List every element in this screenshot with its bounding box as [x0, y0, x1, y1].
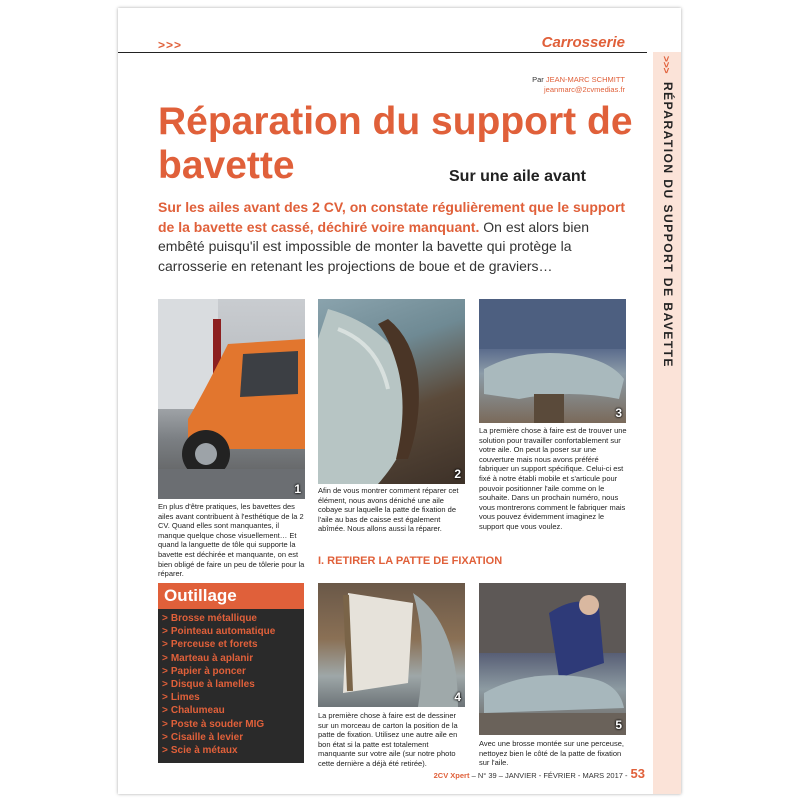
chevron-right-icon: >: [162, 731, 168, 743]
chevron-right-icon: >: [162, 652, 168, 664]
tools-item: > Poste à souder MIG: [162, 718, 265, 730]
tools-item: > Papier à poncer: [162, 665, 246, 677]
photo-2-damaged-fender: [318, 299, 465, 484]
tools-list: [158, 612, 304, 757]
tools-item: > Cisaille à levier: [162, 731, 244, 743]
tools-item: > Marteau à aplanir: [162, 652, 254, 664]
tools-item: > Limes: [162, 692, 200, 704]
byline-author: JEAN-MARC SCHMITT: [545, 75, 625, 84]
chevron-right-icon: >: [162, 679, 168, 691]
photo-1-illustration: [158, 299, 305, 499]
chevron-right-icon: >: [162, 718, 168, 730]
tools-box: [158, 583, 304, 763]
photo-1-orange-2cv: [158, 299, 305, 499]
photo-4-number: 4: [454, 690, 461, 704]
header-chevrons: >>>: [158, 38, 183, 52]
tools-title: Outillage: [158, 583, 304, 609]
photo-5-illustration: [479, 583, 626, 735]
tools-item: > Chalumeau: [162, 705, 225, 717]
chevron-right-icon: >: [162, 639, 168, 651]
chevron-right-icon: >: [162, 665, 168, 677]
byline: [532, 75, 625, 95]
byline-email: jeanmarc@2cvmedias.fr: [544, 85, 625, 94]
article-title: Réparation du support de bavette: [158, 100, 633, 187]
page-number: 53: [630, 766, 645, 781]
photo-3-fender-on-stand: [479, 299, 626, 423]
intro-body: On est alors bien embêté puisqu'il est impossible de monter la bavette qui protège la carrosserie en retenant les projections de boue et de graviers…: [158, 218, 590, 274]
photo-2-caption: Afin de vous montrer comment réparer cet élément, nous avons déniché une aile cobaye sur laquelle la patte de fixation de l'aile au bas de caisse est également abîmée. Nous allons aussi la réparer.: [318, 486, 459, 534]
chevron-right-icon: >: [162, 613, 168, 624]
chevron-right-icon: >: [162, 692, 168, 704]
footer-issue: – N° 39 – JANVIER - FÉVRIER - MARS 2017 -: [469, 771, 628, 780]
photo-2-illustration: [318, 299, 465, 484]
photo-3-caption: La première chose à faire est de trouver une solution pour travailler confortablement sur votre aile. On peut la poser sur une couverture mais nous avons préféré fabriquer un support spécifique. Celui-ci est fixé à notre établi mobile et s'articule pour pouvoir positionner l'aile comme on le souhaite. Dans un prochain numéro, nous vous montrerons comment le fabriquer mais vous pouvez évidemment imaginez le support que vous voulez.: [479, 426, 627, 531]
header-rule: [118, 52, 647, 53]
chevron-right-icon: >: [162, 705, 168, 717]
photo-5-wire-brush: [479, 583, 626, 735]
tools-item: > Scie à métaux: [162, 745, 238, 757]
photo-4-cardboard-template: [318, 583, 465, 707]
magazine-page: [118, 8, 681, 794]
intro-lead: Sur les ailes avant des 2 CV, on constate régulièrement que le support de la bavette est cassé, déchiré voire manquant.: [158, 199, 626, 235]
section-label: Carrosserie: [541, 34, 625, 51]
chevron-right-icon: >: [162, 745, 168, 757]
photo-1-caption: En plus d'être pratiques, les bavettes des ailes avant contribuent à l'esthétique de la 2 CV. Quand elles sont manquantes, il manque quelque chose visuellement… Et quand la languette de tôle qui supporte la bavette est déchirée et manquante, on est bien obligé de faire un peu de tôlerie pour la réparer.: [158, 502, 305, 579]
section-heading: I. RETIRER LA PATTE DE FIXATION: [318, 555, 503, 567]
chevron-right-icon: >: [162, 626, 168, 638]
tools-item: > Pointeau automatique: [162, 626, 276, 638]
page-footer: [434, 766, 645, 781]
article-intro: [158, 198, 630, 276]
photo-5-number: 5: [615, 718, 622, 732]
footer-magazine: 2CV Xpert: [433, 771, 470, 780]
photo-5-caption: Avec une brosse montée sur une perceuse, nettoyez bien le côté de la patte de fixation sur l'aile.: [479, 739, 624, 768]
photo-1-number: 1: [294, 482, 301, 496]
side-running-title: RÉPARATION DU SUPPORT DE BAVETTE: [661, 82, 675, 369]
photo-2-number: 2: [454, 467, 461, 481]
photo-4-illustration: [318, 583, 465, 707]
photo-3-illustration: [479, 299, 626, 423]
tools-item: > Disque à lamelles: [162, 679, 255, 691]
photo-4-caption: La première chose à faire est de dessiner sur un morceau de carton la position de la patte de fixation. Utilisez une autre aile en bon état si la patte est totalement manquante sur votre aile (sur notre photo cette dernière a déjà été retirée).: [318, 711, 458, 768]
tools-item: > Perceuse et forets: [162, 639, 258, 651]
article-subtitle: Sur une aile avant: [449, 168, 586, 185]
tools-item: > Brosse métallique: [162, 613, 257, 624]
byline-prefix: Par: [532, 75, 544, 84]
photo-3-number: 3: [615, 406, 622, 420]
side-chevrons: >>>: [660, 56, 671, 74]
